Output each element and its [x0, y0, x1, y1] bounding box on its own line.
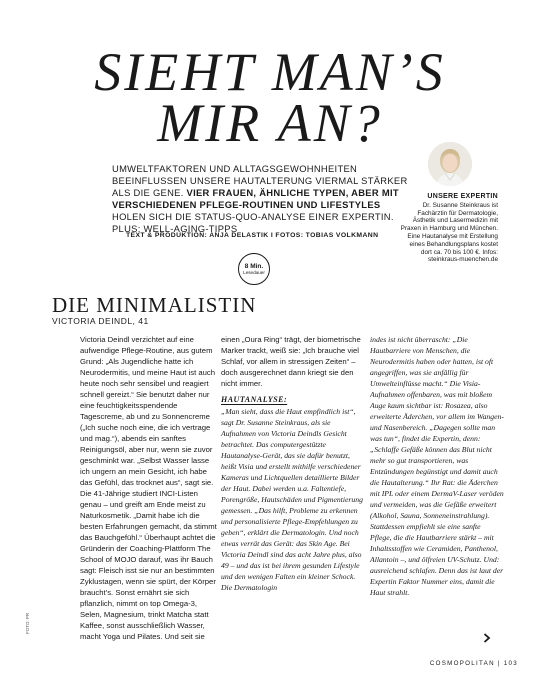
reading-time-badge [238, 253, 270, 285]
headline-line-1: SIEHT MAN’S [94, 42, 446, 102]
expert-title: UNSERE EXPERTIN [427, 193, 498, 200]
column-2 [221, 334, 366, 593]
subject-name: VICTORIA DEINDL, 41 [52, 316, 149, 326]
chevron-right-icon[interactable] [483, 633, 491, 646]
column-2-text: einen „Oura Ring“ trägt, der biometrische Marker trackt, weiß sie: „Ich brauche viel Schlaf, vor allem in stressigen Zeiten“ – doch ausgerechnet dann kriegt sie den nicht immer. [221, 335, 361, 388]
section-title: DIE MINIMALISTIN [52, 293, 257, 317]
expert-portrait [428, 142, 472, 186]
column-1-text: Victoria Deindl verzichtet auf eine aufwendige Pflege-Routine, aus gutem Grund: „Als Jugendliche hatte ich Neurodermitis, und meine Haut ist auch heute noch sehr sensibel und reagiert schnell gereizt.“ Sie benutzt daher nur eine feuchtigkeitsspendende Tagescreme, ab und zu Sonnencreme („Ich suche noch eine, die ich vertrage und mag.“), abends ein sanftes Reinigungsöl, aber nur, wenn sie zuvor geschminkt war. „Selbst Wasser lasse ich ungern an mein Gesicht, ich habe das Gefühl, das trocknet aus“, sagt sie. Die 41-Jährige studiert INCI-Listen genau – und greift am Ende meist zu Naturkosmetik. „Damit habe ich die besten Erfahrungen gemacht, da stimmt das Bauchgefühl.“ Überhaupt achtet die Gründerin der Coaching-Plattform The School of MOJO darauf, was ihr Bauch sagt: Fleisch isst sie nur an bestimmten Zyklustagen, wenn sie spürt, der Körper braucht’s. Sonst ernährt sie sich pflanzlich, nimmt on top Omega-3, Selen, Magnesium, trinkt Matcha statt Kaffee, sonst ausschließlich Wasser, macht Yoga und Pilates. Und seit sie [80, 335, 217, 641]
magazine-name: COSMOPOLITAN [429, 660, 495, 667]
analysis-text: „Man sieht, dass die Haut empfindlich ist“, sagt Dr. Susanne Steinkraus, als sie Aufnahmen von Victoria Deindls Gesicht betrachtet. Das computergestützte Hautanalyse-Gerät, das sie dafür benutzt, heißt Visia und erstellt mithilfe verschiedener Kameras und Lichtquellen detaillierte Bilder der Haut. Dabei werden u.a. Faltentiefe, Porengröße, Hautschäden und Pigmentierung gemessen. „Das hilft, Probleme zu erkennen und personalisierte Pflege-Empfehlungen zu geben“, erklärt die Dermatologin. Und noch etwas verrät das Gerät: das Skin Age. Bei Victoria Deindl sind das acht Jahre plus, also 49 – und das ist bei ihrem gesunden Lifestyle und den wenigen Falten ein kleiner Schock. Die Dermatologin [221, 407, 363, 592]
photo-credit: FOTO: PR [25, 612, 30, 634]
column-1 [80, 334, 217, 642]
reading-time-label: Lesedauer [243, 269, 265, 275]
headline-line-2: MIR AN? [157, 93, 383, 153]
page-number: 103 [503, 660, 518, 667]
intro-part-1: UMWELTFAKTOREN UND ALLTAGSGEWOHNHEITEN BEEINFLUSSEN UNSERE HAUTALTERUNG VIERMAL STÄRKER ALS DIE GENE. [112, 163, 408, 198]
column-3 [370, 334, 504, 598]
footer-separator: | [497, 660, 501, 667]
avatar-icon [428, 142, 472, 186]
reading-time-value: 8 Min. [244, 262, 264, 270]
expert-text: Dr. Susanne Steinkraus ist Fachärztin für Dermatologie, Ästhetik und Lasermedizin mit Praxen in Hamburg und München. Eine Hautanalyse mit Erstellung eines Behandlungsplans kostet dort ca. 70 bis 100 €. Infos: steinkraus-muenchen.de [400, 201, 498, 264]
credits: TEXT & PRODUKTION: ANJA DELASTIK I FOTOS: TOBIAS VOLKMANN [126, 232, 379, 239]
column-3-text: indes ist nicht überrascht: „Die Hautbarriere von Menschen, die Neurodermitis haben oder hatten, ist oft angegriffen, was sie anfällig für Umwelteinflüsse macht.“ Die Visia-Aufnahmen offenbaren, was mit bloßem Auge kaum sichtbar ist: Rosazea, also erweiterte Äderchen, vor allem im Wangen- und Nasenbereich. „Dagegen sollte man was tun“, findet die Expertin, denn: „Schlaffe Gefäße können das Blut nicht mehr so gut transportieren, was Entzündungen begünstigt und damit auch die Hautalterung.“ Ihr Rat: die Äderchen mit IPL oder einem DermaV-Laser veröden und vermeiden, was die Gefäße erweitert (Alkohol, Sauna, Sonneneinstrahlung). Stattdessen empfiehlt sie eine sanfte Pflege, die die Hautbarriere stärkt – mit Inhaltsstoffen wie Ceramiden, Panthenol, Allantoin –, und ölfreien UV-Schutz. Und: ausreichend schlafen. Denn das ist laut der Expertin Faktor Nummer eins, damit die Haut strahlt. [370, 335, 504, 597]
intro-text [112, 163, 410, 235]
intro-bold: VIER FRAUEN, ÄHNLICHE TYPEN, ABER MIT VERSCHIEDENEN PFLEGE-ROUTINEN UND LIFESTYLES [112, 187, 399, 210]
intro-part-2: HOLEN SICH DIE STATUS-QUO-ANALYSE EINER EXPERTIN. PLUS: WELL-AGING-TIPPS [112, 211, 394, 234]
chevron-right-icon-svg [483, 633, 491, 643]
page-footer [430, 660, 518, 667]
expert-box [400, 193, 498, 264]
analysis-heading: HAUTANALYSE: [221, 395, 288, 404]
